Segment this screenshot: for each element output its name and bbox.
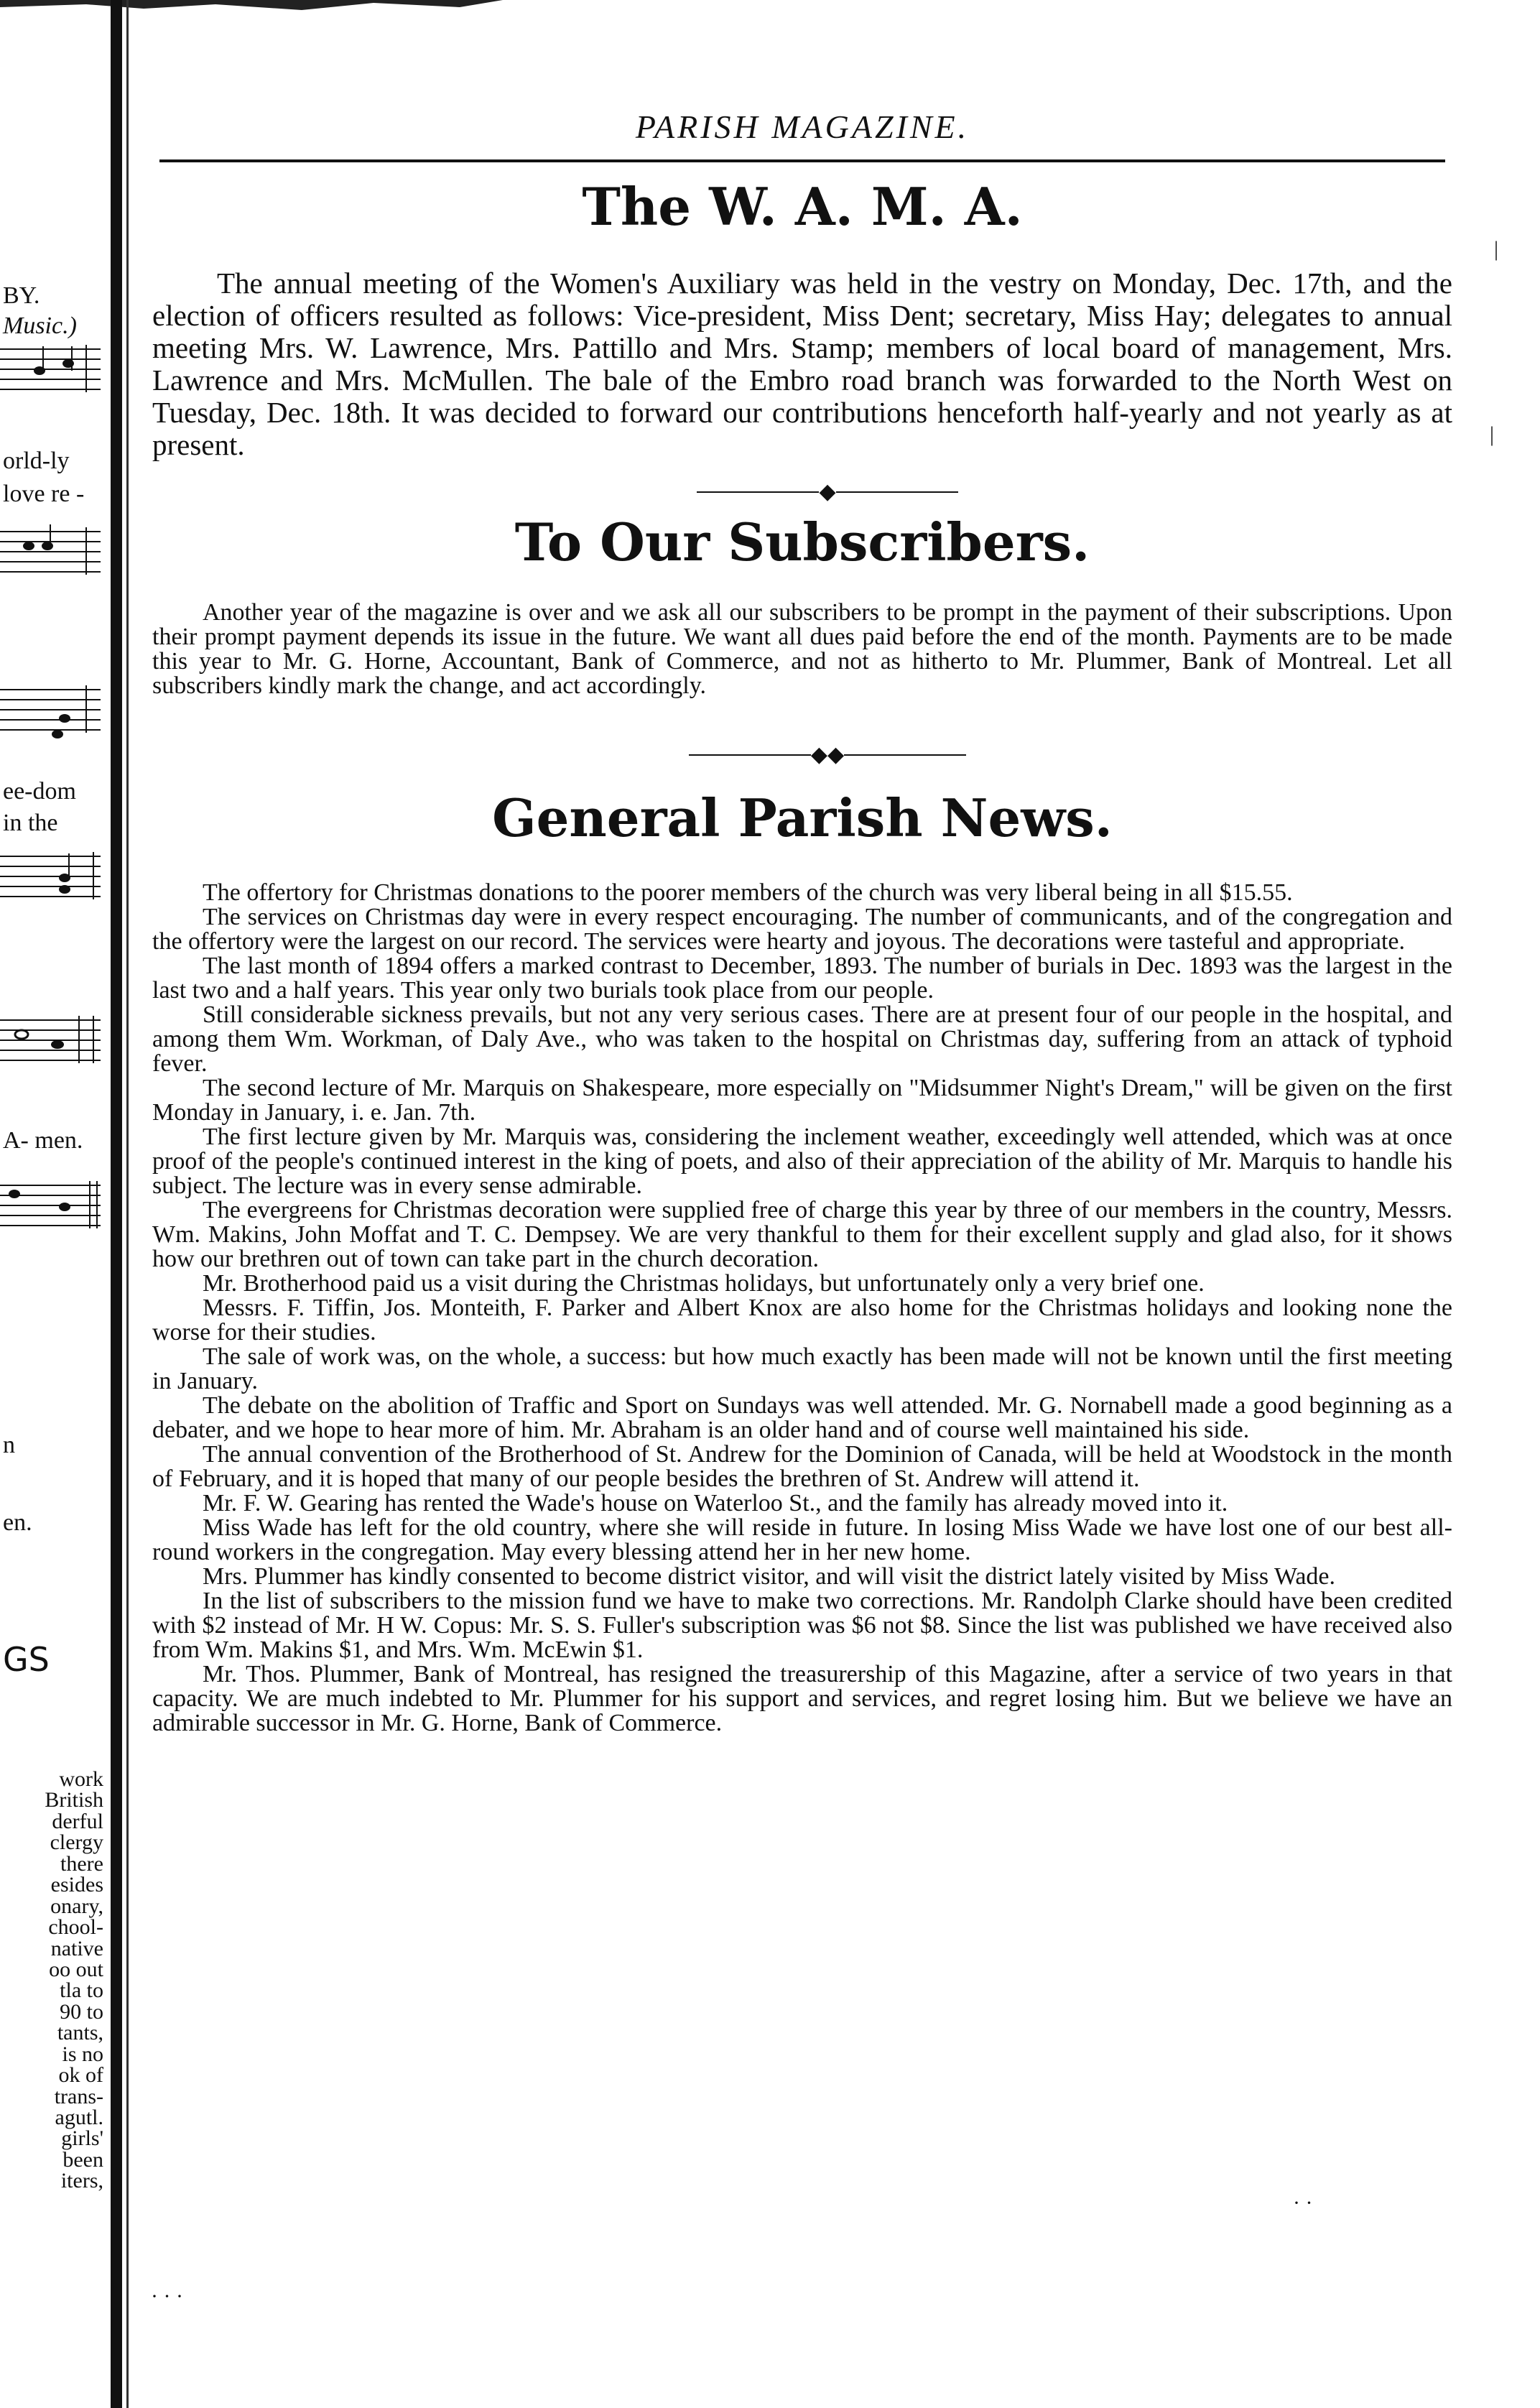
news-body	[152, 881, 1452, 1736]
head-rule	[159, 159, 1445, 162]
wa-title: The W. A. M. A.	[582, 176, 1023, 237]
fragment-column-line: trans-	[54, 2084, 103, 2108]
fragment-line: n	[3, 1432, 15, 1458]
news-paragraph: Still considerable sickness prevails, but not any very serious cases. There are at present four of our people in the hospital, and among them Wm. Workman, of Daly Ave., who was taken to the hospital on Christmas day, suffering from an attack of typhoid fever.	[152, 1001, 1452, 1077]
fragment-column-line: native	[50, 1936, 103, 1960]
news-paragraph: Mr. Brotherhood paid us a visit during the Christmas holidays, but unfortunately only a very brief one.	[203, 1270, 1205, 1297]
music-staff	[0, 682, 101, 740]
news-paragraph: The evergreens for Christmas decoration were supplied free of charge this year by three of our members in the country, Messrs. Wm. Makins, John Moffat and T. C. Dempsey. We are very thankful to them for their excellent supply and glad also, for it shows how our brethren out of town can take part in the church decoration.	[152, 1197, 1452, 1272]
fragment-column-line: esides	[50, 1873, 103, 1897]
fragment-line: in the	[3, 810, 58, 836]
news-paragraph: The last month of 1894 offers a marked contrast to December, 1893. The number of burials in Dec. 1893 was the largest in the last two and a half years. This year only two burials took place from our people.	[152, 953, 1452, 1004]
speck: |	[1490, 422, 1495, 446]
fragment-line: orld-ly	[3, 448, 70, 474]
music-staff	[0, 1013, 101, 1070]
ornament-divider: ◆	[0, 480, 1540, 503]
fragment-column-line: there	[60, 1851, 103, 1876]
subscribers-paragraph: Another year of the magazine is over and we ask all our subscribers to be prompt in the payment of their subscriptions. Upon their prompt payment depends its issue in the future. We want all dues paid before the end of the month. Payments are to be made this year to Mr. G. Horne, Accountant, Bank of Commerce, and not as hitherto to Mr. Plummer, Bank of Montreal. Let all subscribers kindly mark the change, and act accordingly.	[152, 599, 1452, 699]
speck: |	[1494, 237, 1499, 261]
fragment-column-line: onary,	[50, 1894, 103, 1918]
fragment-line: en.	[3, 1509, 32, 1536]
news-paragraph: The services on Christmas day were in every respect encouraging. The number of communicants, and of the congregation and the offertory were the largest on our record. The services were hearty and joyous. The decorations were tasteful and appropriate.	[152, 904, 1452, 955]
news-paragraph: In the list of subscribers to the mission fund we have to make two corrections. Mr. Randolph Clarke should have been credited with $2 instead of Mr. H W. Copus: Mr. S. S. Fuller's subscription was $6 not $8. Since the list was published we have received also from Wm. Makins $1, and Mrs. Wm. McEwin $1.	[152, 1588, 1452, 1663]
music-staff	[0, 849, 101, 907]
ornament-divider: ◆◆	[0, 743, 1540, 766]
fragment-column-line: work	[59, 1767, 103, 1791]
speck: · ·	[1293, 2191, 1313, 2215]
news-paragraph: Mr. Thos. Plummer, Bank of Montreal, has resigned the treasurership of this Magazine, after a service of two years in that capacity. We are much indebted to Mr. Plummer for his support and services, and regret losing him. But we believe we have an admirable successor in Mr. G. Horne, Bank of Commerce.	[152, 1661, 1452, 1736]
news-paragraph: Messrs. F. Tiffin, Jos. Monteith, F. Parker and Albert Knox are also home for the Christmas holidays and looking none the worse for their studies.	[152, 1295, 1452, 1346]
fragment-line: GS	[3, 1640, 50, 1679]
news-paragraph: The second lecture of Mr. Marquis on Shakespeare, more especially on "Midsummer Night's Dream," will be given on the first Monday in January, i. e. Jan. 7th.	[152, 1075, 1452, 1126]
news-paragraph: The annual convention of the Brotherhood of St. Andrew for the Dominion of Canada, will be held at Woodstock in the month of February, and it is hoped that many of our people besides the brethren of St. Andrew will attend it.	[152, 1441, 1452, 1492]
music-staff	[0, 524, 101, 582]
adjacent-page-fragment	[0, 0, 108, 2408]
fragment-column-line: tants,	[57, 2021, 103, 2045]
news-paragraph: Mr. F. W. Gearing has rented the Wade's house on Waterloo St., and the family has already moved into it.	[203, 1490, 1228, 1516]
fragment-column-line: clergy	[50, 1830, 103, 1855]
news-paragraph: The debate on the abolition of Traffic and Sport on Sundays was well attended. Mr. G. Nornabell made a good beginning as a debater, and we hope to hear more of him. Mr. Abraham is an older hand and of course well maintained his side.	[152, 1392, 1452, 1443]
fragment-column-line: tla to	[60, 1978, 103, 2003]
wa-paragraph: The annual meeting of the Women's Auxiliary was held in the vestry on Monday, Dec. 17th, and the election of officers resulted as follows: Vice-president, Miss Dent; secretary, Miss Hay; delegates to annual meeting Mrs. W. Lawrence, Mrs. Pattillo and Mrs. Stamp; members of local board of management, Mrs. Lawrence and Mrs. McMullen. The bale of the Embro road branch was forwarded to the North West on Tuesday, Dec. 18th. It was decided to forward our contributions henceforth half-yearly and not yearly as at present.	[152, 267, 1452, 461]
fragment-line: A- men.	[3, 1127, 83, 1154]
music-staff	[0, 1178, 101, 1236]
fragment-column-line: oo out	[49, 1957, 103, 1981]
fragment-column-line: girls'	[61, 2126, 103, 2151]
fragment-column-line: been	[62, 2147, 103, 2172]
fragment-line: love re -	[3, 481, 85, 507]
subscribers-title: To Our Subscribers.	[514, 511, 1090, 573]
fragment-column-line: is no	[62, 2042, 103, 2066]
speck: · · ·	[151, 2284, 183, 2308]
news-title: General Parish News.	[492, 787, 1113, 848]
fragment-column-line: chool-	[48, 1915, 103, 1940]
news-paragraph: Miss Wade has left for the old country, where she will reside in future. In losing Miss Wade we have lost one of our best all-round workers in the congregation. May every blessing attend her in her new home.	[152, 1514, 1452, 1565]
fragment-column-line: 90 to	[60, 1999, 103, 2024]
news-paragraph: The first lecture given by Mr. Marquis was, considering the inclement weather, exceedingly well attended, which was at once proof of the people's continued interest in the king of poets, and also of their appreciation of the ability of Mr. Marquis to handle his subject. The lecture was in every sense admirable.	[152, 1124, 1452, 1199]
fragment-column-line: derful	[52, 1809, 103, 1833]
fragment-line: BY.	[3, 282, 40, 309]
binding-line	[126, 0, 129, 2408]
fragment-column-line: British	[45, 1788, 103, 1812]
fragment-line: Music.)	[3, 312, 77, 339]
fragment-column-line: ok of	[58, 2063, 103, 2088]
fragment-column-line: iters,	[60, 2169, 103, 2193]
fragment-line: ee-dom	[3, 778, 76, 805]
fragment-column-line: agutl.	[55, 2106, 103, 2130]
binding-shadow	[111, 0, 122, 2408]
news-paragraph: Mrs. Plummer has kindly consented to become district visitor, and will visit the district lately visited by Miss Wade.	[203, 1563, 1336, 1590]
running-head: PARISH MAGAZINE.	[635, 108, 970, 145]
news-paragraph: The sale of work was, on the whole, a success: but how much exactly has been made will not be known until the first meeting in January.	[152, 1343, 1452, 1394]
news-paragraph: The offertory for Christmas donations to the poorer members of the church was very liberal being in all $15.55.	[203, 879, 1293, 906]
music-staff	[0, 342, 101, 399]
